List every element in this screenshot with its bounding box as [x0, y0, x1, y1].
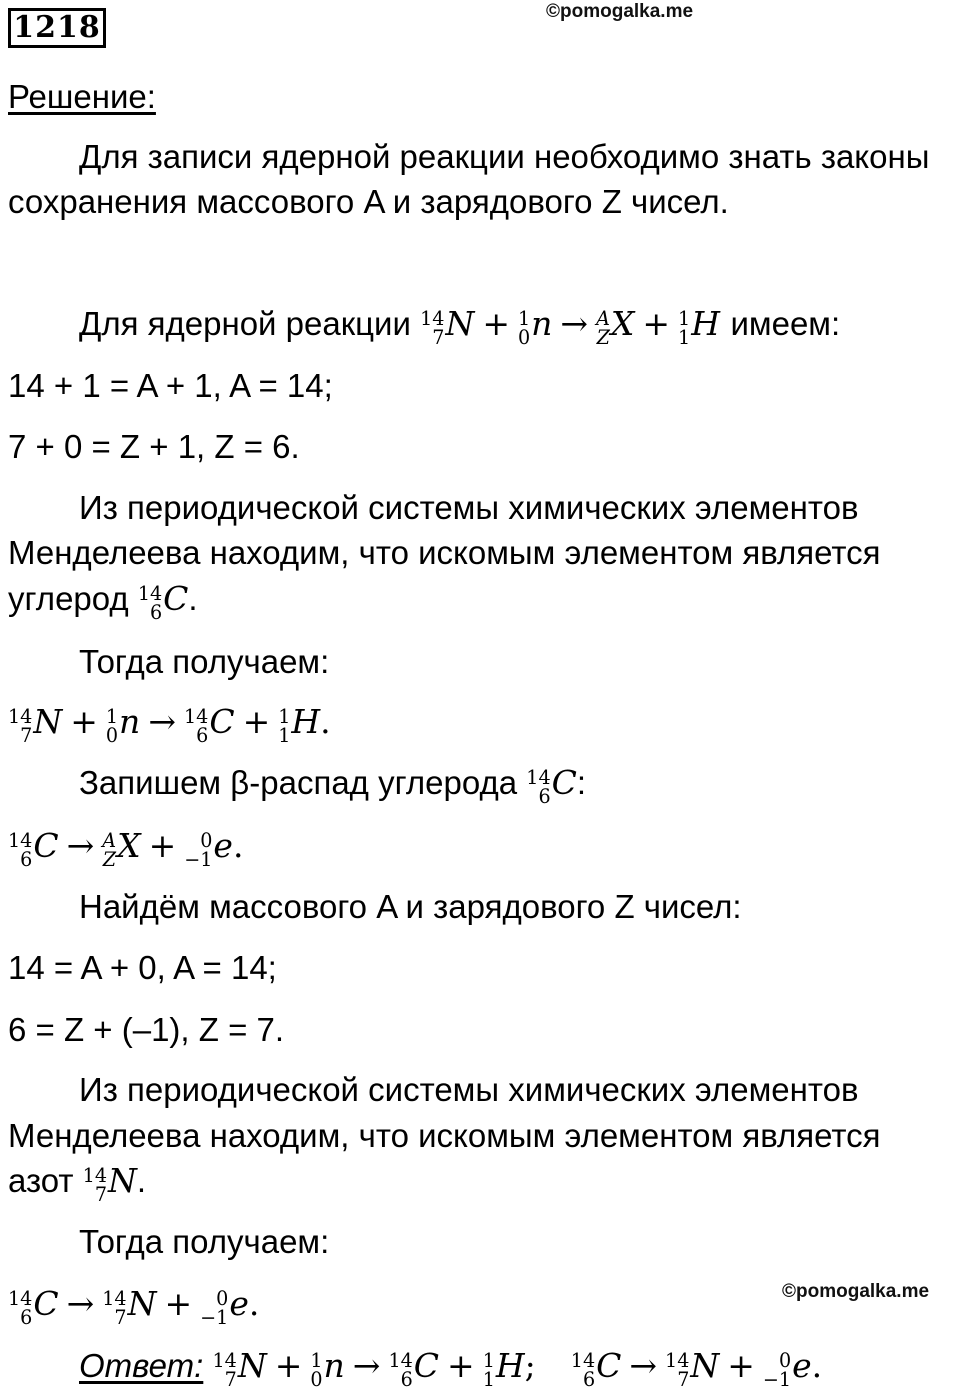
nuclide-N: 14 7 N	[102, 1284, 157, 1329]
nuclide-e: 0 −1 e	[184, 826, 233, 871]
beta-decay-formula: 14 6 C → A Z X + 0 −1 e.	[8, 826, 244, 871]
nuclide-C: 14 6 C	[8, 826, 59, 871]
beta-decay-text: Запишем β-распад углерода	[79, 764, 518, 801]
full-reaction-formula: 14 7 N + 1 0 n → 14 6 C + 1 1 H.	[8, 702, 331, 747]
charge-number-equation-2: 6 = Z + (–1), Z = 7.	[8, 1011, 285, 1048]
reaction-line-1	[79, 304, 840, 347]
problem-number-box	[8, 8, 106, 48]
then-text-2: Тогда получаем:	[79, 1223, 330, 1260]
nuclide-e: 0 −1 e	[200, 1284, 249, 1329]
nuclide-C-inline: 14 6 C	[526, 763, 577, 808]
nuclide-C: 14 6 C	[570, 1346, 622, 1391]
mass-number-equation: 14 + 1 = A + 1, A = 14;	[8, 367, 333, 404]
paragraph-4-line-1: Из периодической системы химических элементов	[79, 1071, 859, 1108]
answer-line	[79, 1346, 822, 1389]
reaction-outro-text: имеем:	[730, 305, 841, 342]
paragraph-4-line-2: Менделеева находим, что искомым элементом является	[8, 1117, 881, 1154]
nuclide-X: A Z X	[102, 826, 141, 871]
nuclide-C: 14 6 C	[388, 1346, 440, 1391]
carbon-word: углерод	[8, 580, 129, 617]
find-numbers-text: Найдём массового A и зарядового Z чисел:	[79, 888, 742, 925]
watermark-top: ©pomogalka.me	[546, 1, 694, 22]
paragraph-1-line-2: сохранения массового A и зарядового Z чисел.	[8, 183, 729, 220]
nitrogen-word: азот	[8, 1162, 74, 1199]
nuclide-X: A Z X	[596, 304, 635, 349]
nuclide-H: 1 1 H	[278, 702, 321, 747]
nuclide-N-inline: 14 7 N	[82, 1161, 137, 1206]
nuclide-H: 1 1 H	[678, 304, 720, 349]
nuclide-N: 14 7 N	[8, 702, 63, 747]
nuclide-N: 14 7 N	[665, 1346, 720, 1391]
solution-heading: Решение:	[8, 78, 156, 115]
nuclide-C: 14 6 C	[8, 1284, 59, 1329]
paragraph-4-line-3: азот 14 7 N.	[8, 1161, 147, 1206]
nuclide-n: 1 0 n	[105, 702, 141, 747]
charge-number-equation: 7 + 0 = Z + 1, Z = 6.	[8, 428, 300, 465]
reaction-formula-1: 14 7 N + 1 0 n → A Z X + 1 1 H	[420, 304, 720, 349]
paragraph-3-line-2: Менделеева находим, что искомым элементом является	[8, 534, 881, 571]
then-text-1: Тогда получаем:	[79, 643, 330, 680]
reaction-intro-text: Для ядерной реакции	[79, 305, 411, 342]
mass-number-equation-2: 14 = A + 0, A = 14;	[8, 949, 277, 986]
watermark-bottom: ©pomogalka.me	[782, 1281, 930, 1302]
nuclide-N: 14 7 N	[212, 1346, 267, 1391]
nuclide-N: 14 7 N	[420, 304, 475, 349]
nuclide-C: 14 6 C	[183, 702, 235, 747]
answer-label: Ответ:	[79, 1347, 204, 1384]
problem-number: 1218	[13, 10, 101, 45]
nuclide-e: 0 −1 e	[762, 1346, 812, 1391]
nuclide-n: 1 0 n	[310, 1346, 345, 1391]
beta-decay-intro: Запишем β-распад углерода 14 6 C:	[79, 763, 587, 808]
nuclide-n: 1 0 n	[517, 304, 553, 349]
answer-formula: 14 7 N + 1 0 n → 14 6 C + 1 1 H; 14 6 C → 14 7 N + 0 −1 e.	[212, 1346, 823, 1391]
nuclide-C-inline: 14 6 C	[137, 579, 189, 624]
final-beta-decay-formula: 14 6 C → 14 7 N + 0 −1 e.	[8, 1284, 260, 1329]
paragraph-3-line-3: углерод 14 6 C.	[8, 579, 198, 624]
nuclide-H: 1 1 H	[482, 1346, 525, 1391]
paragraph-3-line-1: Из периодической системы химических элементов	[79, 489, 859, 526]
paragraph-1-line-1: Для записи ядерной реакции необходимо знать законы	[79, 138, 930, 175]
